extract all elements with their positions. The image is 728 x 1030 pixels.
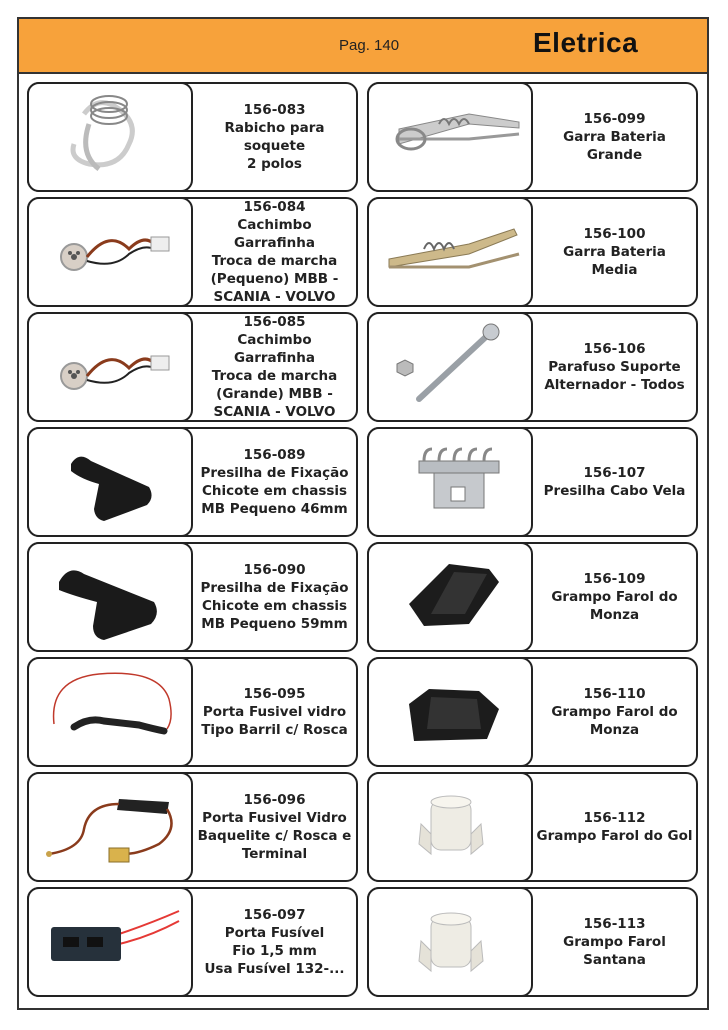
product-card-156-113[interactable]: [367, 887, 698, 997]
product-card-156-100[interactable]: [367, 197, 698, 307]
harness-clip-icon: [29, 429, 191, 535]
product-description: 156-083 Rabicho para soquete 2 polos: [224, 102, 325, 172]
product-image: [367, 427, 533, 537]
product-description: 156-097 Porta Fusível Fio 1,5 mm Usa Fusível 132-...: [204, 907, 345, 977]
harness-clip-icon: [29, 544, 191, 650]
product-image: [367, 657, 533, 767]
product-description: 156-113 Grampo Farol Santana: [563, 916, 666, 968]
spark-cable-clip-icon: [369, 429, 531, 535]
product-card-156-106[interactable]: [367, 312, 698, 422]
product-description: 156-100 Garra Bateria Media: [563, 226, 666, 278]
product-description: 156-107 Presilha Cabo Vela: [543, 465, 686, 499]
product-card-156-109[interactable]: [367, 542, 698, 652]
white-clip-icon: [369, 774, 531, 880]
product-card-156-085[interactable]: [27, 312, 358, 422]
product-card-156-112[interactable]: [367, 772, 698, 882]
product-description: 156-106 Parafuso Suporte Alternador - Todos: [544, 341, 685, 393]
product-image: [367, 887, 533, 997]
gearshift-connector-icon: [29, 314, 191, 420]
product-card-156-096[interactable]: [27, 772, 358, 882]
product-image: [27, 657, 193, 767]
product-card-156-083[interactable]: [27, 82, 358, 192]
product-card-156-095[interactable]: [27, 657, 358, 767]
product-card-156-110[interactable]: [367, 657, 698, 767]
product-description: 156-112 Grampo Farol do Gol: [536, 810, 693, 844]
product-description: 156-095 Porta Fusivel vidro Tipo Barril c/ Rosca: [201, 686, 348, 738]
socket-pigtail-icon: [29, 84, 191, 190]
product-image: [27, 542, 193, 652]
product-description: 156-085 Cachimbo Garrafinha Troca de marcha (Grande) MBB - SCANIA - VOLVO: [211, 314, 338, 420]
product-image: [27, 772, 193, 882]
barrel-fuse-holder-icon: [29, 659, 191, 765]
page-number: Pag. 140: [339, 37, 400, 54]
product-description: 156-110 Grampo Farol do Monza: [551, 686, 678, 738]
product-card-156-099[interactable]: [367, 82, 698, 192]
product-image: [367, 197, 533, 307]
product-image: [27, 82, 193, 192]
product-description: 156-099 Garra Bateria Grande: [563, 111, 666, 163]
headlight-clip-icon: [369, 544, 531, 650]
headlight-clip-icon: [369, 659, 531, 765]
gearshift-connector-icon: [29, 199, 191, 305]
product-image: [27, 887, 193, 997]
product-image: [367, 772, 533, 882]
product-card-156-097[interactable]: [27, 887, 358, 997]
bolt-nut-icon: [369, 314, 531, 420]
page-header: [17, 17, 709, 74]
product-description: 156-109 Grampo Farol do Monza: [551, 571, 678, 623]
battery-clamp-icon: [369, 84, 531, 190]
product-image: [367, 542, 533, 652]
white-clip-icon: [369, 889, 531, 995]
product-description: 156-090 Presilha de Fixação Chicote em chassis MB Pequeno 59mm: [200, 562, 349, 632]
product-image: [27, 197, 193, 307]
product-card-156-107[interactable]: [367, 427, 698, 537]
product-description: 156-089 Presilha de Fixação Chicote em chassis MB Pequeno 46mm: [200, 447, 349, 517]
product-image: [27, 427, 193, 537]
blade-fuse-holder-icon: [29, 889, 191, 995]
product-description: 156-084 Cachimbo Garrafinha Troca de marcha (Pequeno) MBB - SCANIA - VOLVO: [210, 199, 339, 305]
product-card-156-084[interactable]: [27, 197, 358, 307]
product-card-156-090[interactable]: [27, 542, 358, 652]
product-description: 156-096 Porta Fusivel Vidro Baquelite c/ Rosca e Terminal: [197, 792, 352, 862]
product-card-156-089[interactable]: [27, 427, 358, 537]
product-image: [27, 312, 193, 422]
product-image: [367, 82, 533, 192]
product-image: [367, 312, 533, 422]
battery-clamp-icon: [369, 199, 531, 305]
bakelite-fuse-holder-icon: [29, 774, 191, 880]
section-title: Eletrica: [533, 27, 639, 58]
